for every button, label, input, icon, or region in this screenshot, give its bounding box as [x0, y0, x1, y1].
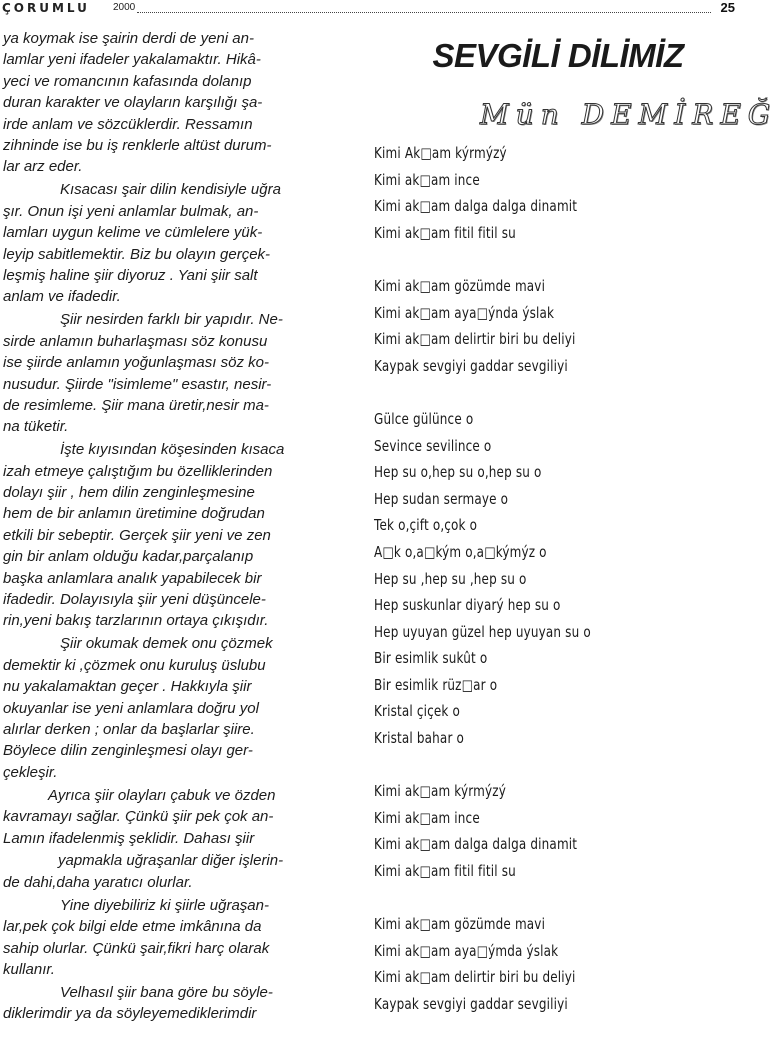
poem-line: Kimi Ak□am kýrmýzý — [374, 144, 507, 162]
poem-line: Kimi ak□am kýrmýzý — [374, 782, 506, 801]
article-line: diklerimdir ya da söyleyemediklerimdir — [3, 1005, 257, 1023]
poem-author: Mün DEMİREĞ — [480, 98, 777, 131]
article-line: sahip olurlar. Çünkü şair,fikri harç olarak — [3, 939, 270, 957]
article-line: kullanır. — [3, 960, 55, 978]
article-line: de resimleme. Şiir mana üretir,nesir ma- — [3, 396, 269, 414]
poem-line: Kimi ak□am ince — [374, 808, 480, 827]
article-line: sirde anlamın buharlaşması söz konusu — [3, 332, 268, 350]
article-line: yapmakla uğraşanlar diğer işlerin- — [58, 852, 284, 870]
article-line: lar arz eder. — [3, 158, 83, 176]
poem-line: Kimi ak□am ince — [374, 170, 480, 189]
article-line: lamları uygun kelime ve cümlelere yük- — [3, 224, 263, 242]
article-line: hem de bir anlamın üretimine doğrudan — [3, 505, 265, 523]
poem-line: Kimi ak□am dalga dalga dinamit — [374, 835, 578, 854]
article-line: na tüketir. — [3, 418, 69, 436]
poem-line: Kimi ak□am delirtir biri bu deliyi — [374, 330, 576, 349]
article-line: nusudur. Şiirde "isimleme" esastır, nesir- — [3, 375, 272, 393]
poem-line: Kimi ak□am aya□ýmda ýslak — [374, 941, 559, 960]
magazine-name: ÇORUMLU — [2, 1, 90, 15]
article-line: ifadedir. Dolayısıyla şiir yeni düşüncele- — [3, 591, 266, 609]
article-line: ya koymak ise şairin derdi de yeni an- — [3, 30, 254, 47]
poem-line: Hep sudan sermaye o — [374, 489, 509, 508]
poem-line: Bir esimlik rüz□ar o — [374, 675, 498, 694]
poem-line: Kimi ak□am fitil fitil su — [374, 862, 516, 881]
article-line: çekleşir. — [3, 763, 58, 781]
article-line: dolayı şiir , hem dilin zenginleşmesine — [3, 484, 255, 502]
article-paragraph — [3, 895, 333, 981]
article-paragraph — [3, 439, 333, 632]
poem-line: Kimi ak□am gözümde mavi — [374, 276, 546, 295]
article-line: leşmiş haline şiir diyoruz . Yani şiir salt — [3, 266, 258, 284]
poem-line: Bir esimlik sukût o — [374, 649, 488, 668]
article-line: Şiir okumak demek onu çözmek — [60, 635, 273, 653]
article-line: başka anlamlara analık yapabilecek bir — [3, 569, 262, 587]
poem-line: Kristal bahar o — [374, 729, 465, 748]
poem-title: SEVGİLİ DİLİMİZ — [432, 37, 684, 74]
poem-stanza — [374, 140, 734, 246]
poem-line: Kimi ak□am gözümde mavi — [374, 915, 546, 934]
article-line: İşte kıyısından köşesinden kısaca — [60, 441, 285, 459]
magazine-year: 2000 — [113, 2, 136, 13]
article-line: Böylece dilin zenginleşmesi olayı ger- — [3, 742, 253, 760]
article-line: lar,pek çok bilgi elde etme imkânına da — [3, 918, 262, 936]
article-line: okuyanlar ise yeni anlamlara doğru yol — [3, 699, 259, 717]
poem-stanza — [374, 778, 734, 884]
article-line: Velhasıl şiir bana göre bu söyle- — [60, 983, 273, 1001]
poem-line: Kaypak sevgiyi gaddar sevgiliyi — [374, 356, 568, 375]
article-paragraph — [3, 785, 333, 849]
article-line: duran karakter ve olayların karşılığı şa- — [3, 94, 263, 112]
article-paragraph — [3, 28, 333, 178]
poem-stanza — [374, 273, 734, 379]
article-line: Kısacası şair dilin kendisiyle uğra — [60, 181, 281, 199]
article-line: izah etmeye çalıştığım bu özelliklerinden — [3, 462, 273, 480]
article-line: demektir ki ,çözmek onu kuruluş üslubu — [3, 656, 266, 674]
page-number: 25 — [720, 0, 735, 15]
article-line: de dahi,daha yaratıcı olurlar. — [3, 873, 193, 891]
article-line: rin,yeni bakış tarzlarının ortaya çıkışıdır. — [3, 612, 269, 630]
article-line: Şiir nesirden farklı bir yapıdır. Ne- — [60, 311, 283, 329]
poem-line: Hep uyuyan güzel hep uyuyan su o — [374, 622, 591, 641]
poem-line: A□k o,a□kým o,a□kýmýz o — [374, 542, 547, 561]
article-line: nu yakalamaktan geçer . Hakkıyla şiir — [3, 678, 252, 696]
poem-line: Kaypak sevgiyi gaddar sevgiliyi — [374, 995, 568, 1013]
poem-body — [374, 140, 734, 1044]
poem-line: Tek o,çift o,çok o — [374, 516, 478, 535]
article-line: yeci ve romancının kafasında dolanıp — [3, 72, 252, 90]
poem-line: Kimi ak□am delirtir biri bu deliyi — [374, 968, 576, 987]
poem-line: Gülce gülünce o — [374, 409, 474, 428]
article-paragraph — [3, 633, 333, 783]
article-paragraph — [3, 982, 333, 1025]
poem-line: Sevince sevilince o — [374, 436, 492, 455]
poem-line: Hep su ,hep su ,hep su o — [374, 569, 527, 588]
article-line: anlam ve ifadedir. — [3, 288, 121, 306]
poem-line: Kimi ak□am dalga dalga dinamit — [374, 197, 578, 216]
article-line: gin bir anlam olduğu kadar,parçalanıp — [3, 548, 254, 566]
poem-line: Kimi ak□am aya□ýnda ýslak — [374, 303, 555, 322]
article-line: etkili bir sebeptir. Gerçek şiir yeni ve zen — [3, 526, 271, 544]
page-header — [0, 0, 743, 22]
poem-stanza — [374, 911, 734, 1017]
article-paragraph — [3, 850, 333, 893]
article-line: zihninde ise bu iş renklerle altüst durum- — [3, 137, 272, 155]
poem-line: Hep suskunlar diyarý hep su o — [374, 596, 561, 615]
article-line: leyip sabitlemektir. Biz bu olayın gerçek- — [3, 245, 271, 263]
header-dotted-rule — [137, 12, 711, 13]
article-line: Yine diyebiliriz ki şiirle uğraşan- — [60, 896, 269, 914]
poem-line: Kristal çiçek o — [374, 702, 461, 721]
poem-line: Hep su o,hep su o,hep su o — [374, 463, 542, 482]
poem-line: Kimi ak□am fitil fitil su — [374, 223, 516, 242]
article-line: Ayrıca şiir olayları çabuk ve özden — [48, 786, 276, 804]
article-text-column — [3, 28, 333, 1026]
article-line: lamlar yeni ifadeler yakalamaktır. Hikâ- — [3, 51, 261, 69]
article-line: kavramayı sağlar. Çünkü şiir pek çok an- — [3, 808, 274, 826]
article-line: şır. Onun işi yeni anlamlar bulmak, an- — [3, 202, 259, 220]
article-line: irde anlam ve sözcüklerdir. Ressamın — [3, 115, 253, 133]
article-paragraph — [3, 179, 333, 307]
article-paragraph — [3, 309, 333, 437]
article-line: Lamın ifadelenmiş şeklidir. Dahası şiir — [3, 829, 255, 847]
poem-stanza — [374, 406, 734, 752]
article-line: alırlar derken ; onlar da başlarlar şiire. — [3, 721, 255, 738]
article-line: ise şiirde anlamın yoğunlaşması söz ko- — [3, 354, 269, 372]
